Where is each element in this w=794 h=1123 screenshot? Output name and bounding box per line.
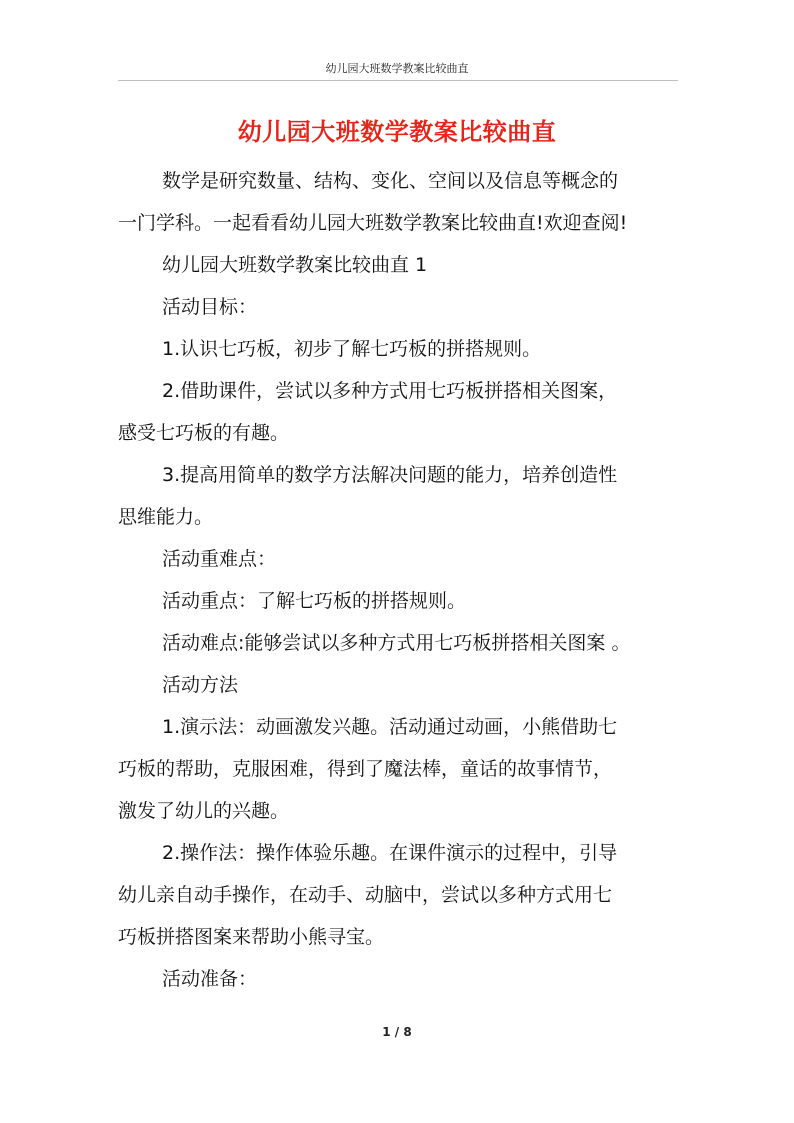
paragraph-method-1-line-3: 激发了幼儿的兴趣。 <box>118 800 290 822</box>
paragraph-keypoint: 活动重点：了解七巧板的拼搭规则。 <box>162 590 467 612</box>
paragraph-goal-1: 1.认识七巧板，初步了解七巧板的拼搭规则。 <box>162 338 542 360</box>
paragraph-methods-heading: 活动方法 <box>162 674 239 696</box>
header-divider <box>118 80 678 81</box>
paragraph-method-2-line-2: 幼儿亲自动手操作，在动手、动脑中，尝试以多种方式用七 <box>118 884 613 906</box>
paragraph-goal-3-line-2: 思维能力。 <box>118 506 214 528</box>
document-body <box>118 160 678 1000</box>
paragraph-method-1-line-2: 巧板的帮助，克服困难，得到了魔法棒，童话的故事情节， <box>118 758 613 780</box>
paragraph-prep-heading: 活动准备： <box>162 968 258 990</box>
paragraph-difficulty: 活动难点:能够尝试以多种方式用七巧板拼搭相关图案 。 <box>162 632 631 654</box>
paragraph-keypoints-heading: 活动重难点： <box>162 548 277 570</box>
paragraph-intro-line-2: 一门学科。一起看看幼儿园大班数学教案比较曲直!欢迎查阅! <box>118 212 628 234</box>
paragraph-intro-line-1: 数学是研究数量、结构、变化、空间以及信息等概念的 <box>162 170 619 192</box>
paragraph-method-1-line-1: 1.演示法：动画激发兴趣。活动通过动画，小熊借助七 <box>162 716 618 738</box>
paragraph-method-2-line-3: 巧板拼搭图案来帮助小熊寻宝。 <box>118 926 385 948</box>
document-title: 幼儿园大班数学教案比较曲直 <box>237 118 557 146</box>
paragraph-goal-3-line-1: 3.提高用简单的数学方法解决问题的能力，培养创造性 <box>162 464 618 486</box>
paragraph-goal-2-line-1: 2.借助课件，尝试以多种方式用七巧板拼搭相关图案， <box>162 380 618 402</box>
paragraph-goal-2-line-2: 感受七巧板的有趣。 <box>118 422 290 444</box>
paragraph-lesson-heading: 幼儿园大班数学教案比较曲直 1 <box>162 254 428 276</box>
paragraph-goals-heading: 活动目标： <box>162 296 258 318</box>
paragraph-method-2-line-1: 2.操作法：操作体验乐趣。在课件演示的过程中，引导 <box>162 842 618 864</box>
running-header: 幼儿园大班数学教案比较曲直 <box>325 62 469 75</box>
page-number: 1 / 8 <box>382 1025 412 1039</box>
